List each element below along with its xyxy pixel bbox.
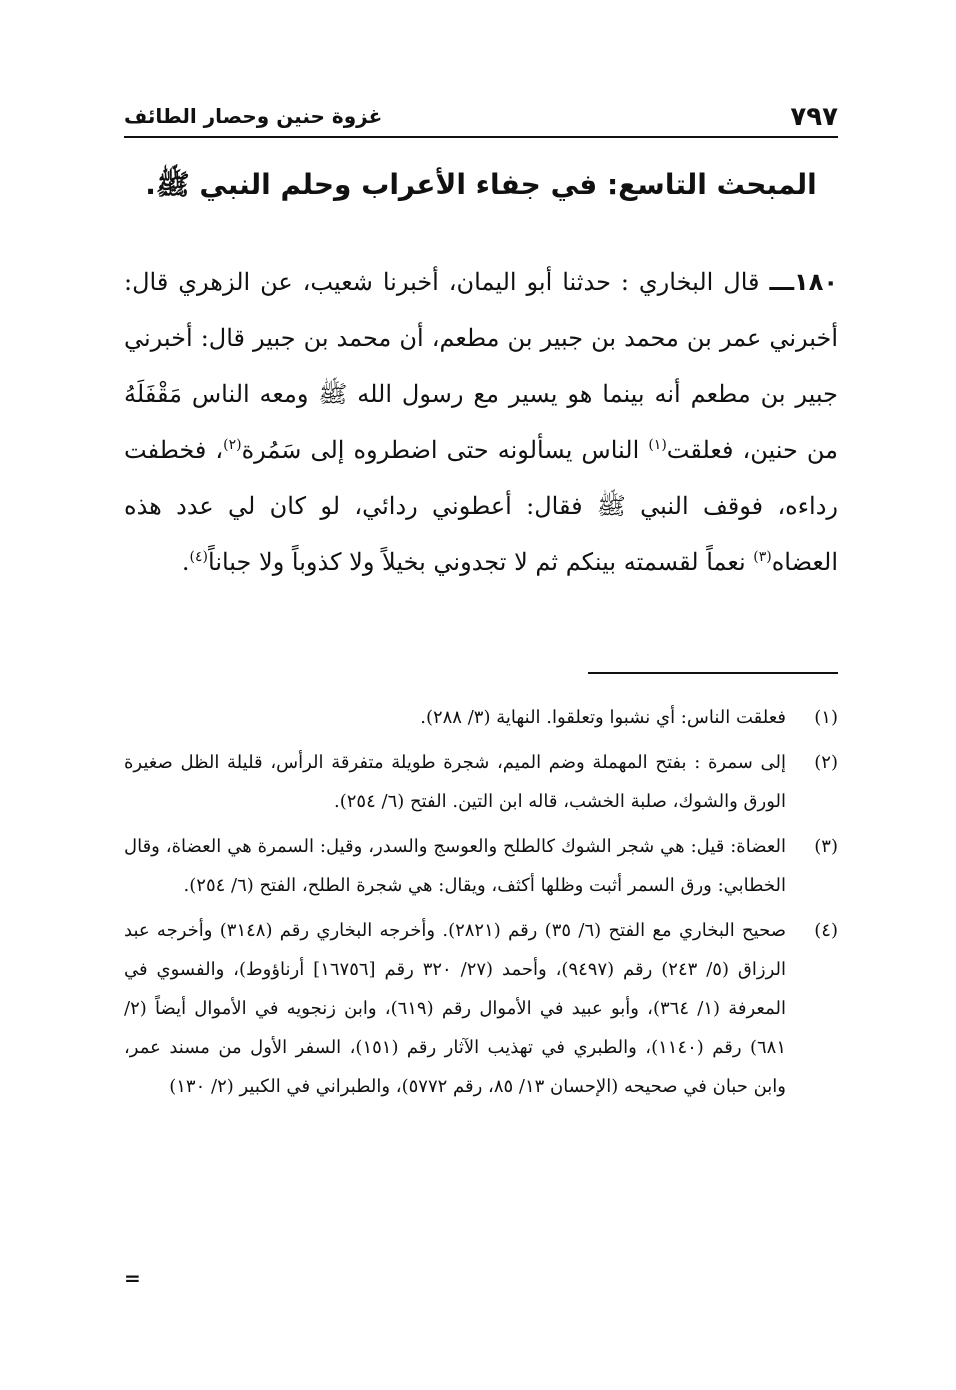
footnote-number: (٣) (814, 836, 838, 857)
footnote-number: (٢) (814, 752, 838, 773)
footnote-text: إلى سمرة : بفتح المهملة وضم الميم، شجرة طويلة متفرقة الرأس، قليلة الظل صغيرة الورق والشوك، صلبة الخشب، قاله ابن التين. الفتح (٦/ ٢٥٤). (124, 752, 786, 812)
section-title: المبحث التاسع: في جفاء الأعراب وحلم النبي ﷺ. (145, 168, 817, 201)
footnote-number: (١) (814, 707, 838, 728)
continuation-mark: = (124, 1266, 141, 1290)
hadith-text: الناس يسألونه حتى اضطروه إلى سَمُرة (241, 436, 649, 464)
running-title: غزوة حنين وحصار الطائف (124, 104, 383, 128)
hadith-text: نعماً لقسمته بينكم ثم لا تجدوني بخيلاً ولا كذوباً ولا جباناً (208, 548, 754, 576)
footnote-ref-1: (١) (648, 437, 667, 453)
footnote-text: فعلقت الناس: أي نشبوا وتعلقوا. النهاية (٣/ ٢٨٨). (420, 707, 786, 728)
footnote-ref-3: (٣) (753, 549, 772, 565)
hadith-text: قال البخاري : حدثنا أبو اليمان، أخبرنا شعيب، عن الزهري قال: أخبرني عمر بن محمد بن جبير بن مطعم، أن محمد بن جبير قال: أخبرني جبير بن مطعم أنه بينما هو يسير مع رسول الله ﷺ ومعه الناس مَقْفَلَهُ من حنين، فعلقت (124, 268, 839, 464)
footnote-separator (588, 672, 838, 674)
footnote-4 (124, 911, 838, 1106)
page-number: ٧٩٧ (790, 102, 838, 132)
hadith-paragraph (124, 254, 838, 590)
footnote-1 (124, 698, 838, 737)
footnote-ref-4: (٤) (189, 549, 208, 565)
footnote-ref-2: (٢) (223, 437, 242, 453)
hadith-text: . (181, 548, 190, 576)
footnote-text: العضاة: قيل: هي شجر الشوك كالطلح والعوسج والسدر، وقيل: السمرة هي العضاة، وقال الخطابي: ورق السمر أثبت وظلها أكثف، ويقال: هي شجرة الطلح، الفتح (٦/ ٢٥٤). (124, 836, 786, 896)
hadith-number: ١٨٠ـــ (769, 268, 838, 296)
hadith-text: ، فخطفت رداءه، فوقف النبي ﷺ فقال: أعطوني ردائي، لو كان لي عدد هذه العضاه (124, 436, 838, 576)
footnotes (124, 698, 838, 1112)
page-header (124, 100, 838, 138)
footnote-number: (٤) (814, 920, 838, 941)
footnote-text: صحيح البخاري مع الفتح (٦/ ٣٥) رقم (٢٨٢١). وأخرجه البخاري رقم (٣١٤٨) وأخرجه عبد الرزاق (٥/ ٢٤٣) رقم (٩٤٩٧)، وأحمد (٢٧/ ٣٢٠ رقم [١٦٧٥٦] أرناؤوط)، والفسوي في المعرفة (١/ ٣٦٤)، وأبو عبيد في الأموال رقم (٦١٩)، وابن زنجويه في الأموال أيضاً (٢/ ٦٨١) رقم (١١٤٠)، والطبري في تهذيب الآثار رقم (١٥١)، السفر الأول من مسند عمر، وابن حبان في صحيحه (الإحسان ١٣/ ٨٥، رقم ٥٧٧٢)، والطبراني في الكبير (٢/ ١٣٠) (124, 920, 787, 1097)
footnote-3 (124, 827, 838, 905)
footnote-2 (124, 743, 838, 821)
